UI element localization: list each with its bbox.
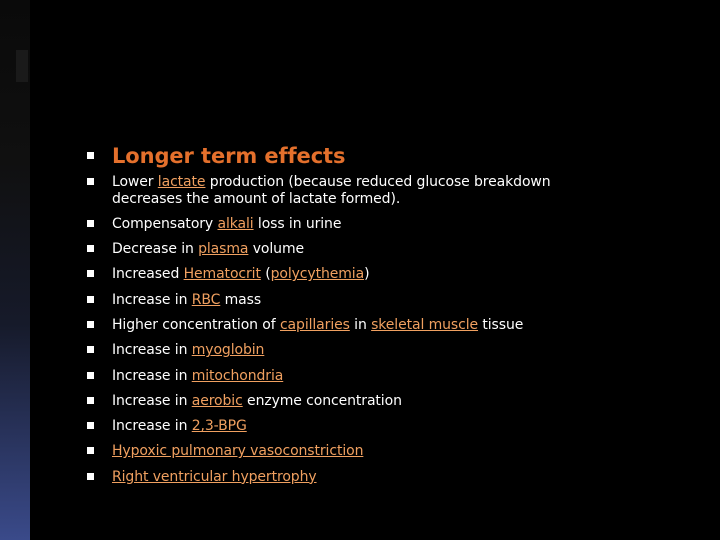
- list-item: [85, 266, 625, 283]
- item-text: enzyme concentration: [242, 392, 402, 409]
- item-text: in: [349, 316, 372, 333]
- item-text: Increase in: [112, 291, 192, 308]
- item-text: Increased: [112, 266, 184, 283]
- square-bullet-icon: [87, 447, 94, 454]
- term-link[interactable]: lactate: [157, 174, 206, 190]
- list-item: [85, 368, 625, 385]
- term-link[interactable]: Hematocrit: [183, 266, 261, 283]
- list-item: [85, 292, 625, 309]
- square-bullet-icon: [87, 422, 94, 429]
- slide-canvas: [30, 0, 720, 540]
- item-text: tissue: [478, 316, 524, 333]
- term-link[interactable]: myoglobin: [191, 342, 265, 359]
- list-item: [85, 418, 625, 435]
- list-item: [85, 342, 625, 359]
- square-bullet-icon: [87, 372, 94, 379]
- term-link[interactable]: Hypoxic pulmonary vasoconstriction: [112, 443, 364, 460]
- term-link[interactable]: plasma: [198, 241, 249, 258]
- heading-text: Longer term effects: [112, 144, 346, 168]
- list-item: [85, 174, 625, 207]
- item-text: production (because reduced glucose breakdown decreases the amount of lactate formed).: [112, 174, 551, 207]
- term-link[interactable]: capillaries: [279, 316, 350, 333]
- item-text: ): [364, 266, 370, 283]
- list-item: [85, 216, 625, 233]
- list-item: [85, 241, 625, 258]
- item-text: Increase in: [112, 418, 192, 435]
- square-bullet-icon: [87, 346, 94, 353]
- item-text: Compensatory: [112, 215, 218, 232]
- bullet-list: [85, 142, 625, 494]
- item-text: (: [260, 266, 271, 283]
- term-link[interactable]: Right ventricular hypertrophy: [112, 468, 317, 485]
- term-link[interactable]: alkali: [217, 215, 254, 232]
- square-bullet-icon: [87, 473, 94, 480]
- item-text: volume: [248, 241, 305, 258]
- term-link[interactable]: mitochondria: [191, 367, 284, 384]
- item-text: Increase in: [112, 367, 192, 384]
- term-link[interactable]: RBC: [191, 291, 221, 308]
- square-bullet-icon: [87, 152, 94, 159]
- list-item: [85, 317, 625, 334]
- term-link[interactable]: aerobic: [191, 392, 243, 409]
- item-text: loss in urine: [253, 215, 342, 232]
- square-bullet-icon: [87, 220, 94, 227]
- square-bullet-icon: [87, 270, 94, 277]
- square-bullet-icon: [87, 397, 94, 404]
- item-text: Higher concentration of: [112, 316, 280, 333]
- square-bullet-icon: [87, 178, 94, 185]
- item-text: Lower: [112, 174, 158, 190]
- list-item: [85, 393, 625, 410]
- square-bullet-icon: [87, 296, 94, 303]
- item-text: Increase in: [112, 392, 192, 409]
- term-link[interactable]: 2,3-BPG: [191, 418, 247, 435]
- list-item: [85, 443, 625, 460]
- slide-heading: [85, 142, 625, 170]
- term-link[interactable]: polycythemia: [270, 266, 365, 283]
- item-text: Increase in: [112, 342, 192, 359]
- item-text: mass: [220, 291, 262, 308]
- square-bullet-icon: [87, 245, 94, 252]
- accent-block: [16, 50, 28, 82]
- square-bullet-icon: [87, 321, 94, 328]
- list-item: [85, 469, 625, 486]
- item-text: Decrease in: [112, 241, 199, 258]
- term-link[interactable]: skeletal muscle: [371, 316, 479, 333]
